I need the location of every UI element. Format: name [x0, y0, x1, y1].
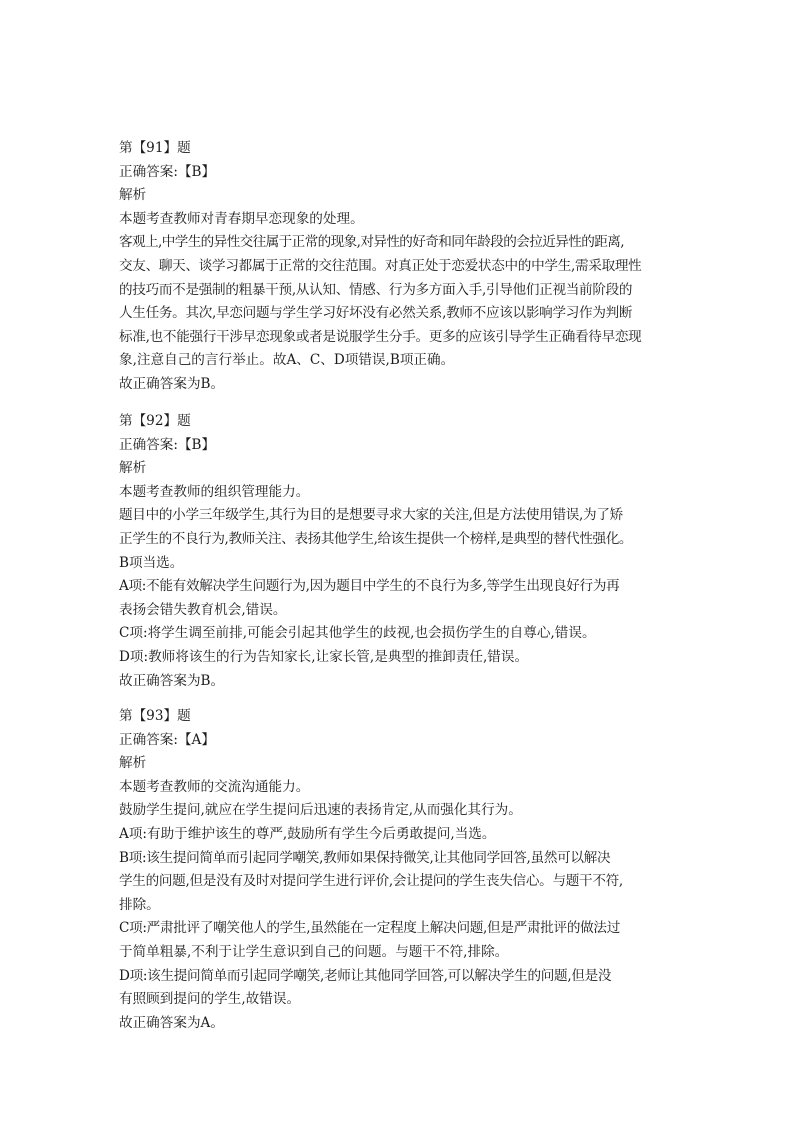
analysis-line: 交友、聊天、谈学习都属于正常的交往范围。对真正处于恋爱状态中的中学生,需采取理性: [119, 257, 642, 274]
analysis-line: A项:有助于维护该生的尊严,鼓励所有学生今后勇敢提问,当选。: [119, 825, 496, 842]
analysis-line: 本题考查教师的组织管理能力。: [119, 483, 310, 500]
analysis-line: 的技巧而不是强制的粗暴干预,从认知、情感、行为多方面入手,引导他们正视当前阶段的: [119, 281, 633, 298]
final-answer: 故正确答案为B。: [119, 672, 225, 689]
question-block-91: [119, 137, 689, 397]
analysis-line: 有照顾到提问的学生,故错误。: [119, 991, 301, 1008]
analysis-label: 解析: [119, 187, 147, 204]
analysis-line: 正学生的不良行为,教师关注、表扬其他学生,给该生提供一个榜样,是典型的替代性强化。: [119, 530, 633, 547]
analysis-line: 象,注意自己的言行举止。故A、C、D项错误,B项正确。: [119, 352, 455, 369]
analysis-line: 本题考查教师对青春期早恋现象的处理。: [119, 210, 364, 227]
analysis-line: C项:严肃批评了嘲笑他人的学生,虽然能在一定程度上解决问题,但是严肃批评的做法过: [119, 920, 620, 937]
analysis-line: D项:该生提问简单而引起同学嘲笑,老师让其他同学回答,可以解决学生的问题,但是没: [119, 967, 612, 984]
analysis-line: 排除。: [119, 896, 160, 913]
correct-answer: 正确答案:【A】: [119, 731, 215, 748]
analysis-label: 解析: [119, 755, 147, 772]
analysis-line: 题目中的小学三年级学生,其行为目的是想要寻求大家的关注,但是方法使用错误,为了矫: [119, 507, 623, 524]
analysis-line: D项:教师将该生的行为告知家长,让家长管,是典型的推卸责任,错误。: [119, 648, 529, 665]
correct-answer: 正确答案:【B】: [119, 436, 216, 453]
analysis-line: 本题考查教师的交流沟通能力。: [119, 778, 310, 795]
analysis-line: 表扬会错失教育机会,错误。: [119, 601, 287, 618]
question-title: 第【92】题: [119, 413, 191, 429]
analysis-line: 客观上,中学生的异性交往属于正常的现象,对异性的好奇和同年龄段的会拉近异性的距离,: [119, 234, 624, 251]
analysis-line: B项:该生提问简单而引起同学嘲笑,教师如果保持微笑,让其他同学回答,虽然可以解决: [119, 849, 611, 866]
final-answer: 故正确答案为B。: [119, 375, 225, 392]
analysis-label: 解析: [119, 460, 147, 477]
question-title: 第【93】题: [119, 708, 191, 724]
question-block-93: [119, 705, 689, 1035]
analysis-line: B项当选。: [119, 554, 184, 571]
analysis-line: 鼓励学生提问,就应在学生提问后迅速的表扬肯定,从而强化其行为。: [119, 802, 522, 819]
analysis-line: C项:将学生调至前排,可能会引起其他学生的歧视,也会损伤学生的自尊心,错误。: [119, 625, 596, 642]
analysis-line: 人生任务。其次,早恋问题与学生学习好坏没有必然关系,教师不应该以影响学习作为判断: [119, 305, 633, 322]
question-block-92: [119, 410, 689, 693]
analysis-line: A项:不能有效解决学生问题行为,因为题目中学生的不良行为多,等学生出现良好行为再: [119, 578, 620, 595]
correct-answer: 正确答案:【B】: [119, 163, 216, 180]
analysis-line: 标准,也不能强行干涉早恋现象或者是说服学生分手。更多的应该引导学生正确看待早恋现: [119, 328, 642, 345]
analysis-line: 于简单粗暴,不利于让学生意识到自己的问题。与题干不符,排除。: [119, 943, 509, 960]
final-answer: 故正确答案为A。: [119, 1014, 224, 1031]
question-title: 第【91】题: [119, 140, 191, 156]
analysis-line: 学生的问题,但是没有及时对提问学生进行评价,会让提问的学生丧失信心。与题干不符,: [119, 873, 623, 890]
